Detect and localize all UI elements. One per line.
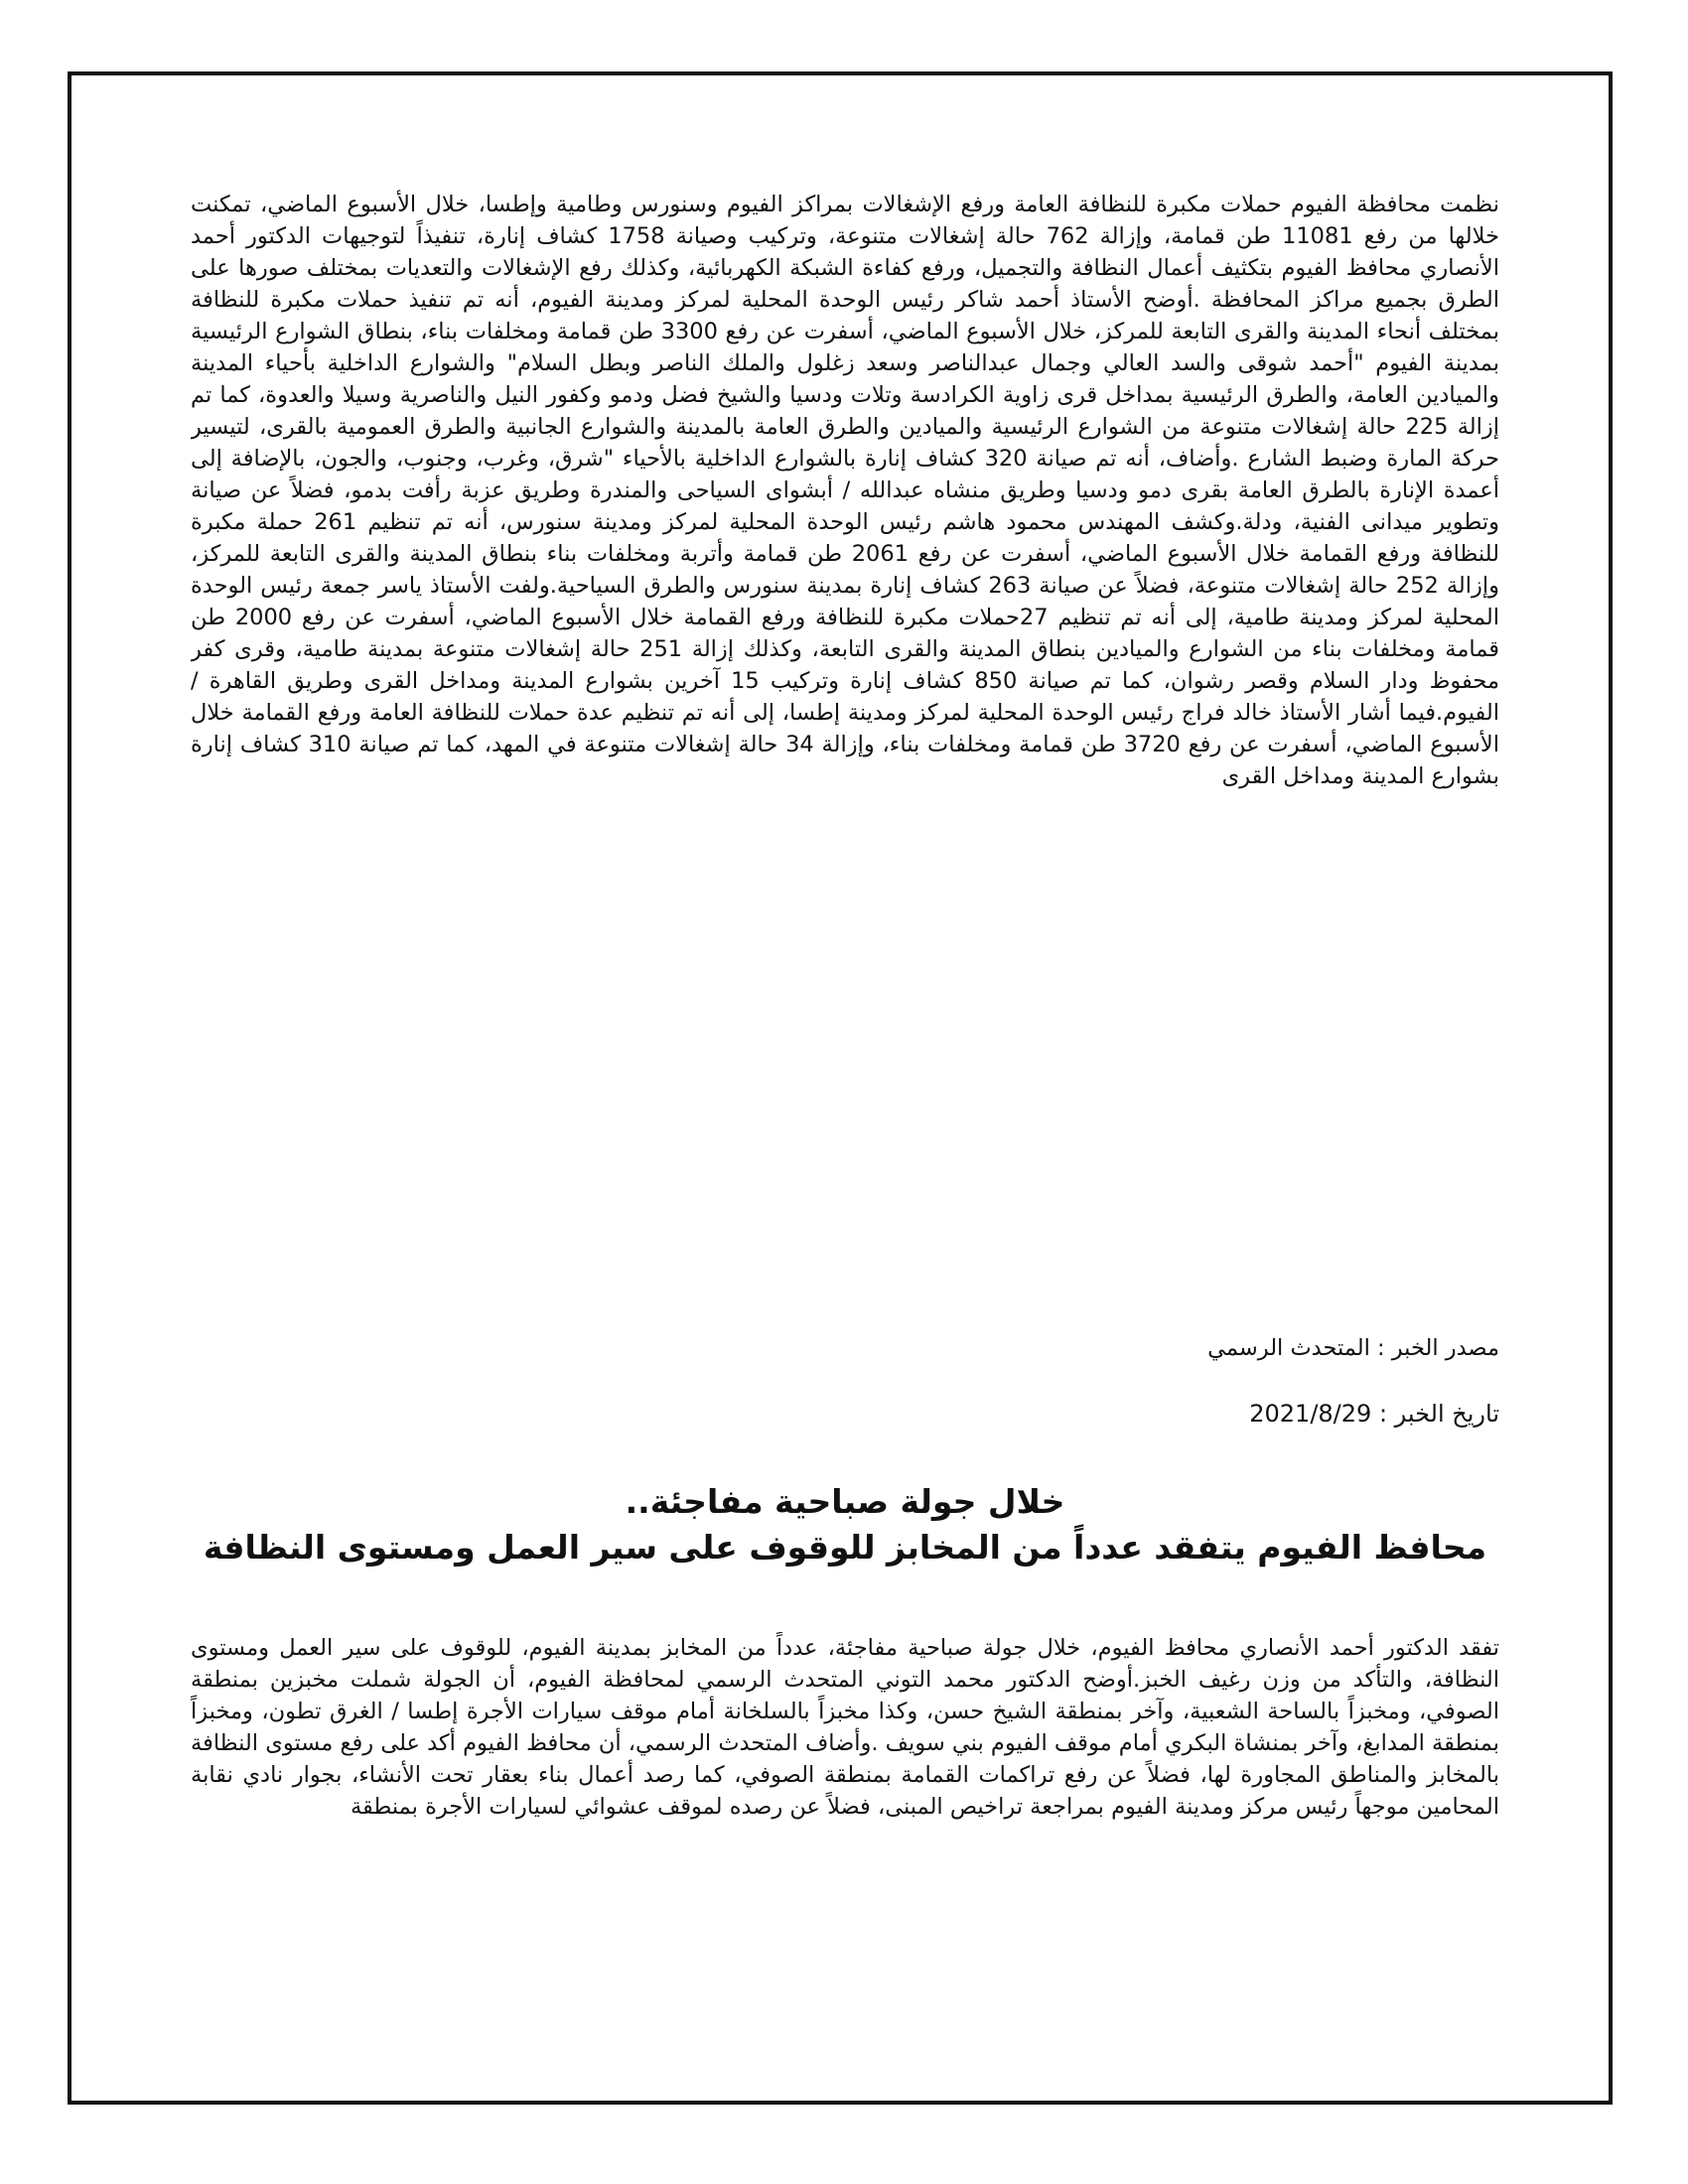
article-2-body: تفقد الدكتور أحمد الأنصاري محافظ الفيوم، خلال جولة صباحية مفاجئة، عدداً من المخابز بمدينة الفيوم، للوقوف على سير العمل ومستوى النظافة، والتأكد من وزن رغيف الخبز.أوضح الدكتور محمد التوني المتحدث الرسمي لمحافظة الفيوم، أن الجولة شملت مخبزين بمنطقة الصوفي، ومخبزاً بالساحة الشعبية، وآخر بمنطقة الشيخ حسن، وكذا مخبزاً بالسلخانة أمام موقف سيارات الأجرة إطسا / الغرق تطون، ومخبزاً بمنطقة المدابغ، وآخر بمنشاة البكري أمام موقف الفيوم بني سويف .وأضاف المتحدث الرسمي، أن محافظ الفيوم أكد على رفع مستوى النظافة بالمخابز والمناطق المجاورة لها، فضلاً عن رفع تراكمات القمامة بمنطقة الصوفي، كما رصد أعمال بناء بعقار تحت الأنشاء، بجوار نادي نقابة المحامين موجهاً رئيس مركز ومدينة الفيوم بمراجعة تراخيص المبنى، فضلاً عن رصده لموقف عشوائي لسيارات الأجرة بمنطقة: [191, 1635, 1499, 1820]
news-date: تاريخ الخبر : 2021/8/29: [1249, 1400, 1499, 1428]
news-source: مصدر الخبر : المتحدث الرسمي: [1207, 1335, 1499, 1361]
article-2-headline-line-2: محافظ الفيوم يتفقد عدداً من المخابز للوقوف على سير العمل ومستوى النظافة: [203, 1528, 1487, 1567]
document-content: [191, 189, 1499, 2017]
article-2-headline-line-1: خلال جولة صباحية مفاجئة..: [625, 1482, 1065, 1521]
article-1-body: نظمت محافظة الفيوم حملات مكبرة للنظافة العامة ورفع الإشغالات بمراكز الفيوم وسنورس وطامية وإطسا، خلال الأسبوع الماضي، تمكنت خلالها من رفع 11081 طن قمامة، وإزالة 762 حالة إشغالات متنوعة، وتركيب وصيانة 1758 كشاف إنارة، تنفيذاً لتوجيهات الدكتور أحمد الأنصاري محافظ الفيوم بتكثيف أعمال النظافة والتجميل، ورفع كفاءة الشبكة الكهربائية، وكذلك رفع الإشغالات والتعديات بمختلف صورها على الطرق بجميع مراكز المحافظة .أوضح الأستاذ أحمد شاكر رئيس الوحدة المحلية لمركز ومدينة الفيوم، أنه تم تنفيذ حملات مكبرة للنظافة بمختلف أنحاء المدينة والقرى التابعة للمركز، خلال الأسبوع الماضي، أسفرت عن رفع 3300 طن قمامة ومخلفات بناء، بنطاق الشوارع الرئيسية بمدينة الفيوم "أحمد شوقى والسد العالي وجمال عبدالناصر وسعد زغلول والملك الناصر وبطل السلام" والشوارع الداخلية بأحياء المدينة والميادين العامة، والطرق الرئيسية بمداخل قرى زاوية الكرادسة وتلات ودسيا والشيخ فضل ودمو وكفور النيل والناصرية وسيلا والعدوة، كما تم إزالة 225 حالة إشغالات متنوعة من الشوارع الرئيسية والميادين والطرق العامة بالمدينة والشوارع الجانبية والطرق العمومية بالقرى، لتيسير حركة المارة وضبط الشارع .وأضاف، أنه تم صيانة 320 كشاف إنارة بالشوارع الداخلية بالأحياء "شرق، وغرب، وجنوب، والجون، بالإضافة إلى أعمدة الإنارة بالطرق العامة بقرى دمو ودسيا وطريق منشاه عبدالله / أبشواى السياحى والمندرة وطريق عزبة رأفت بدمو، فضلاً عن صيانة وتطوير ميدانى الفنية، ودلة.وكشف المهندس محمود هاشم رئيس الوحدة المحلية لمركز ومدينة سنورس، أنه تم تنظيم 261 حملة مكبرة للنظافة ورفع القمامة خلال الأسبوع الماضي، أسفرت عن رفع 2061 طن قمامة وأتربة ومخلفات بناء بنطاق المدينة والقرى التابعة للمركز، وإزالة 252 حالة إشغالات متنوعة، فضلاً عن صيانة 263 كشاف إنارة بمدينة سنورس والطرق السياحية.ولفت الأستاذ ياسر جمعة رئيس الوحدة المحلية لمركز ومدينة طامية، إلى أنه تم تنظيم 27حملات مكبرة للنظافة ورفع القمامة خلال الأسبوع الماضي، أسفرت عن رفع 2000 طن قمامة ومخلفات بناء من الشوارع والميادين بنطاق المدينة والقرى التابعة، وكذلك إزالة 251 حالة إشغالات متنوعة بمدينة طامية، وقرى كفر محفوظ ودار السلام وقصر رشوان، كما تم صيانة 850 كشاف إنارة وتركيب 15 آخرين بشوارع المدينة ومداخل القرى وطريق القاهرة / الفيوم.فيما أشار الأستاذ خالد فراج رئيس الوحدة المحلية لمركز ومدينة إطسا، إلى أنه تم تنظيم عدة حملات للنظافة العامة ورفع القمامة خلال الأسبوع الماضي، أسفرت عن رفع 3720 طن قمامة ومخلفات بناء، وإزالة 34 حالة إشغالات متنوعة في المهد، كما تم صيانة 310 كشاف إنارة بشوارع المدينة ومداخل القرى: [191, 192, 1499, 789]
